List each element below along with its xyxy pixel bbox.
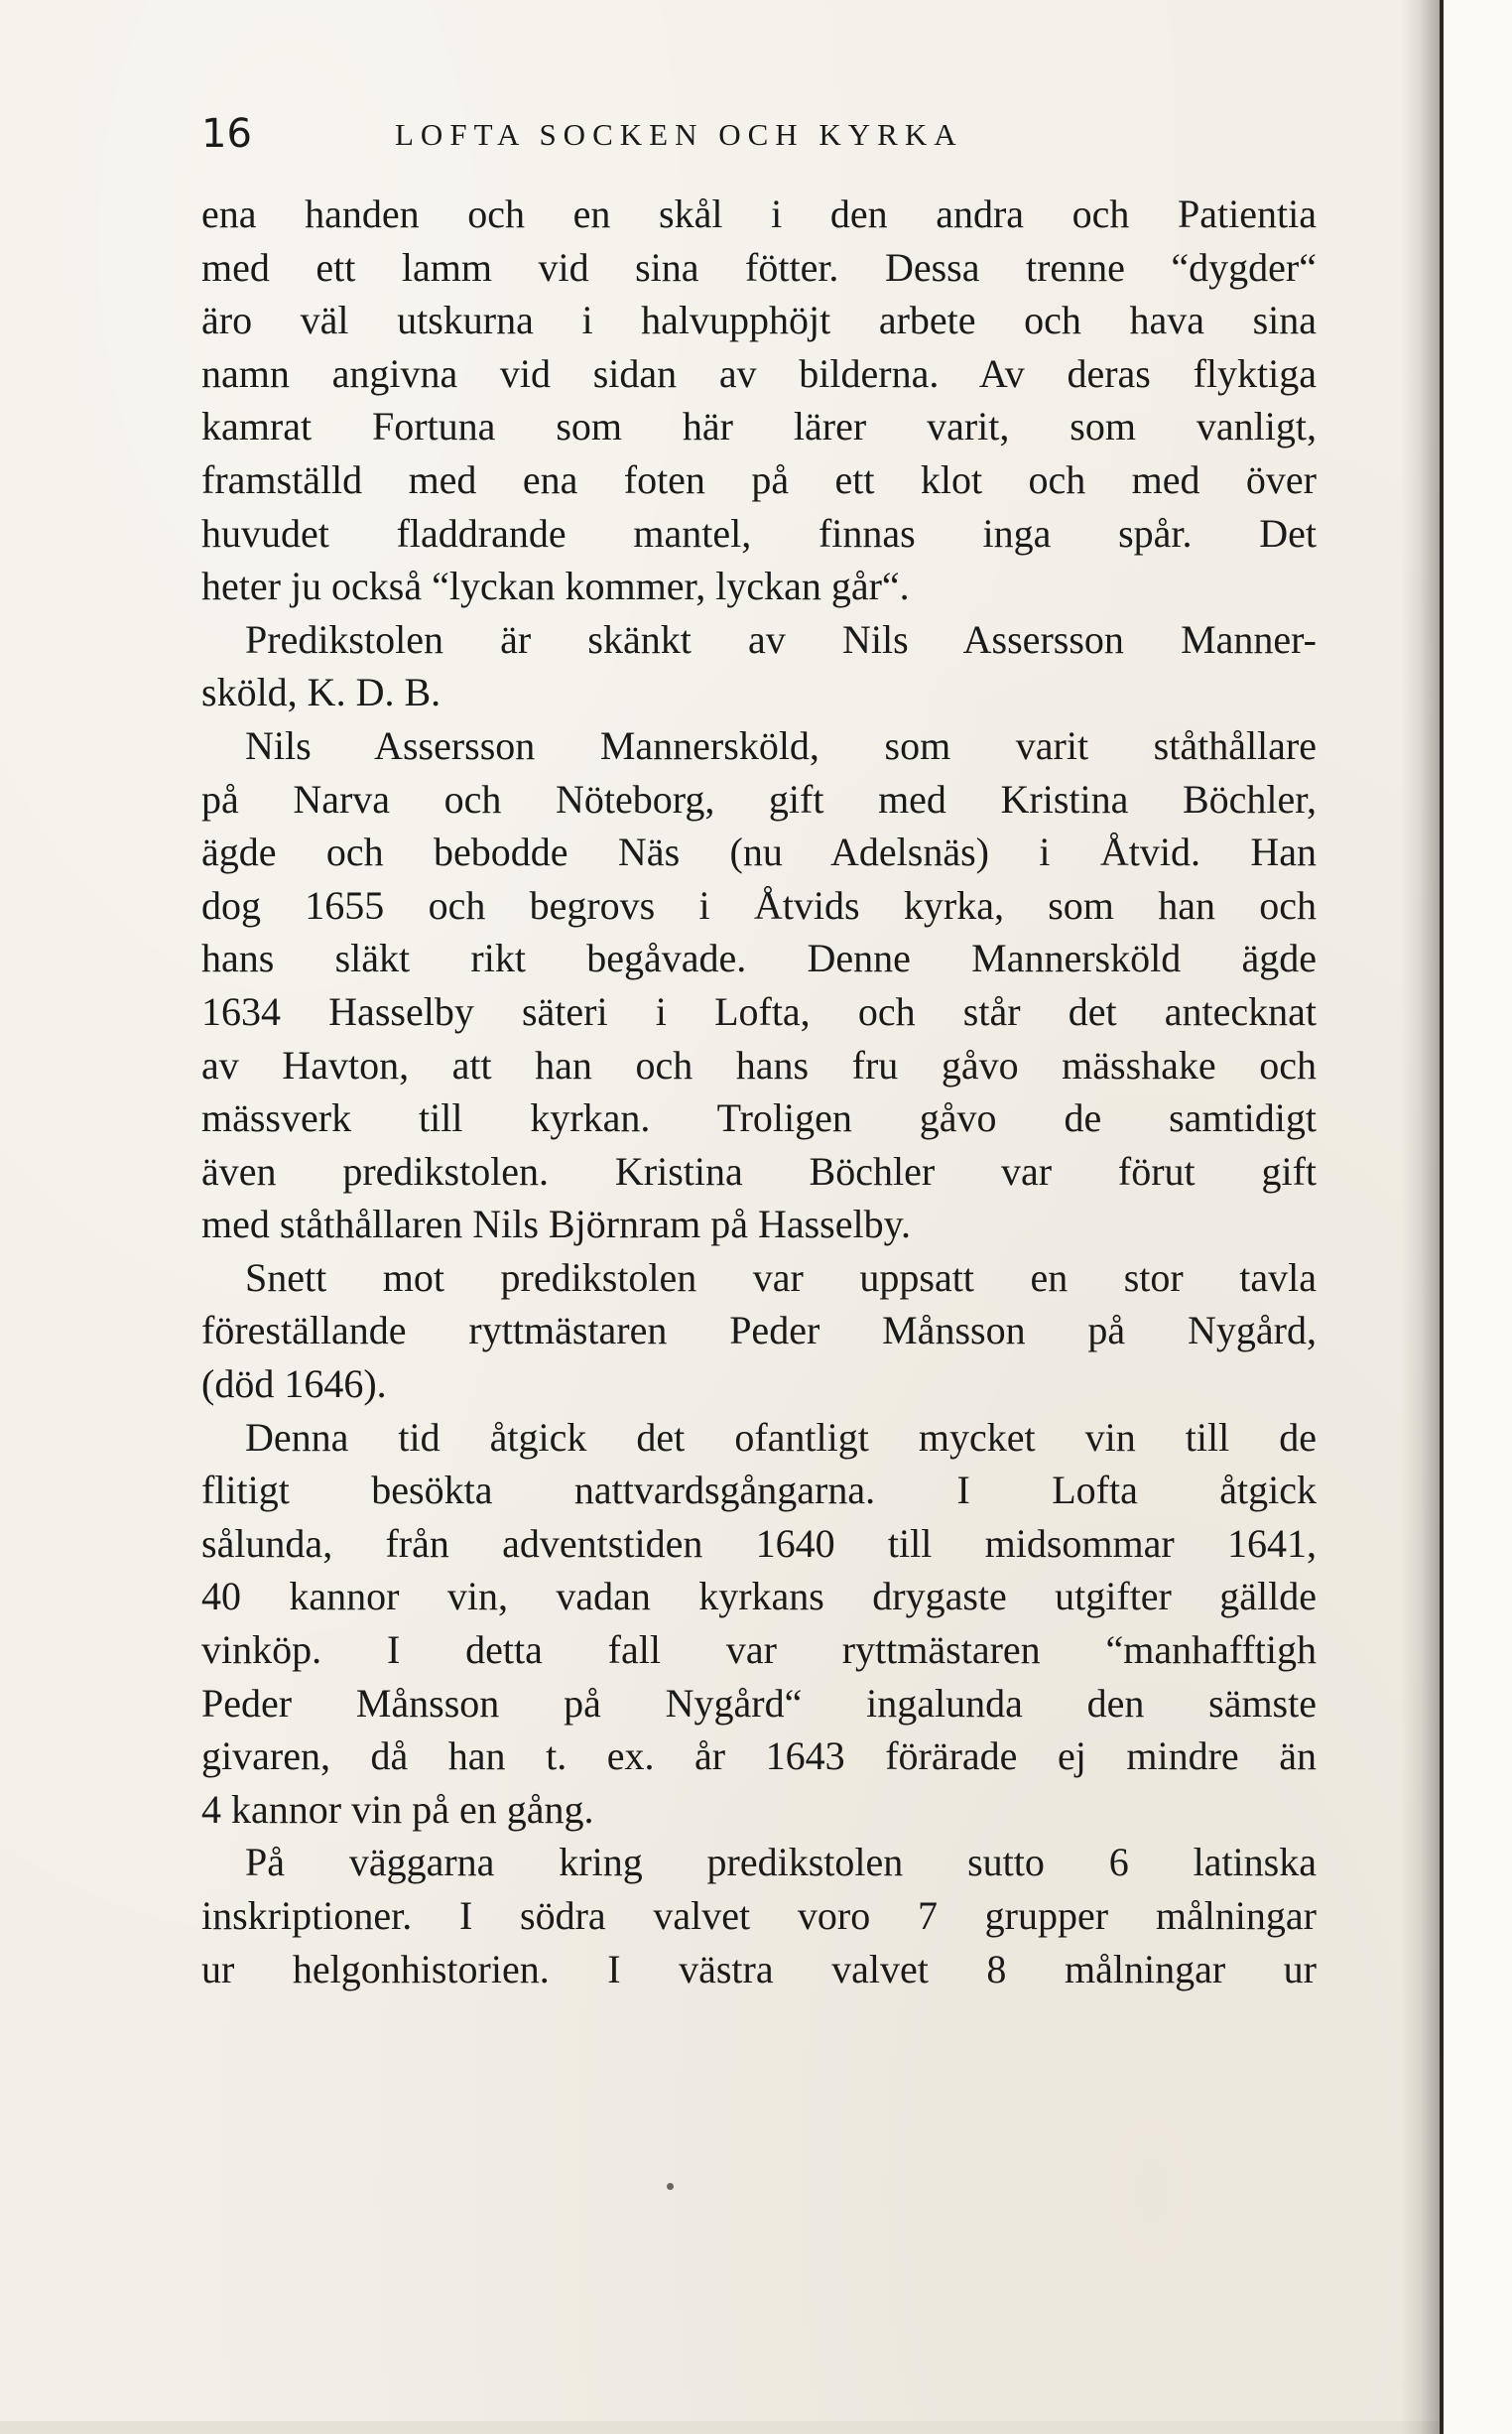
text-line: kamrat Fortuna som här lärer varit, som vanligt, [201,404,1317,449]
text-line: Predikstolen är skänkt av Nils Assersson Manner- [245,616,1317,662]
page-number: 16 [201,111,252,157]
text-line: inskriptioner. I södra valvet voro 7 grupper målningar [201,1893,1317,1938]
text-line: Snett mot predikstolen var uppsatt en stor tavla [245,1254,1317,1300]
text-line: ägde och bebodde Näs (nu Adelsnäs) i Åtvid. Han [201,830,1317,875]
running-title: LOFTA SOCKEN OCH KYRKA [395,117,963,152]
text-line: föreställande ryttmästaren Peder Månsson på Nygård, [201,1308,1317,1353]
text-line: Peder Månsson på Nygård“ ingalunda den sämste [201,1680,1317,1726]
text-line: vinköp. I detta fall var ryttmästaren “manhafftigh [201,1627,1317,1673]
text-line: äro väl utskurna i halvupphöjt arbete och hava sina [201,298,1317,343]
text-line: sköld, K. D. B. [201,670,441,715]
text-line: Nils Assersson Mannersköld, som varit ståthållare [245,722,1317,768]
paper-speck [667,2183,674,2190]
text-line: hans släkt rikt begåvade. Denne Mannersköld ägde [201,936,1317,981]
text-line: mässverk till kyrkan. Troligen gåvo de samtidigt [201,1095,1317,1141]
text-line: huvudet fladdrande mantel, finnas inga spår. Det [201,510,1317,556]
text-line: dog 1655 och begrovs i Åtvids kyrka, som han och [201,882,1317,928]
text-line: med ståthållaren Nils Björnram på Hasselby. [201,1202,911,1247]
text-line: 1634 Hasselby säteri i Lofta, och står det antecknat [201,988,1317,1034]
text-line: sålunda, från adventstiden 1640 till midsommar 1641, [201,1520,1317,1566]
text-line: på Narva och Nöteborg, gift med Kristina Böchler, [201,776,1317,822]
page-bottom-edge [0,2421,1440,2434]
text-line: av Havton, att han och hans fru gåvo mässhake och [201,1042,1317,1088]
scan-margin [1444,0,1512,2434]
text-line: heter ju också “lyckan kommer, lyckan går“. [201,564,910,609]
text-line: ur helgonhistorien. I västra valvet 8 målningar ur [201,1946,1317,1991]
text-line: 40 kannor vin, vadan kyrkans drygaste utgifter gällde [201,1574,1317,1619]
text-line: 4 kannor vin på en gång. [201,1786,594,1832]
text-line: med ett lamm vid sina fötter. Dessa trenne “dygder“ [201,244,1317,290]
page-header [201,107,1317,167]
text-line: givaren, då han t. ex. år 1643 förärade ej mindre än [201,1733,1317,1779]
text-line: flitigt besökta nattvardsgångarna. I Lofta åtgick [201,1468,1317,1513]
text-line: ena handen och en skål i den andra och Patientia [201,192,1317,236]
text-line: På väggarna kring predikstolen sutto 6 latinska [245,1840,1317,1885]
body-text [201,188,1317,1995]
text-line: (död 1646). [201,1361,387,1407]
text-line: framställd med ena foten på ett klot och med över [201,456,1317,502]
spine-shadow [1401,0,1441,2434]
text-line: namn angivna vid sidan av bilderna. Av deras flyktiga [201,350,1317,396]
text-line: Denna tid åtgick det ofantligt mycket vin till de [245,1414,1317,1460]
text-line: även predikstolen. Kristina Böchler var förut gift [201,1148,1317,1194]
